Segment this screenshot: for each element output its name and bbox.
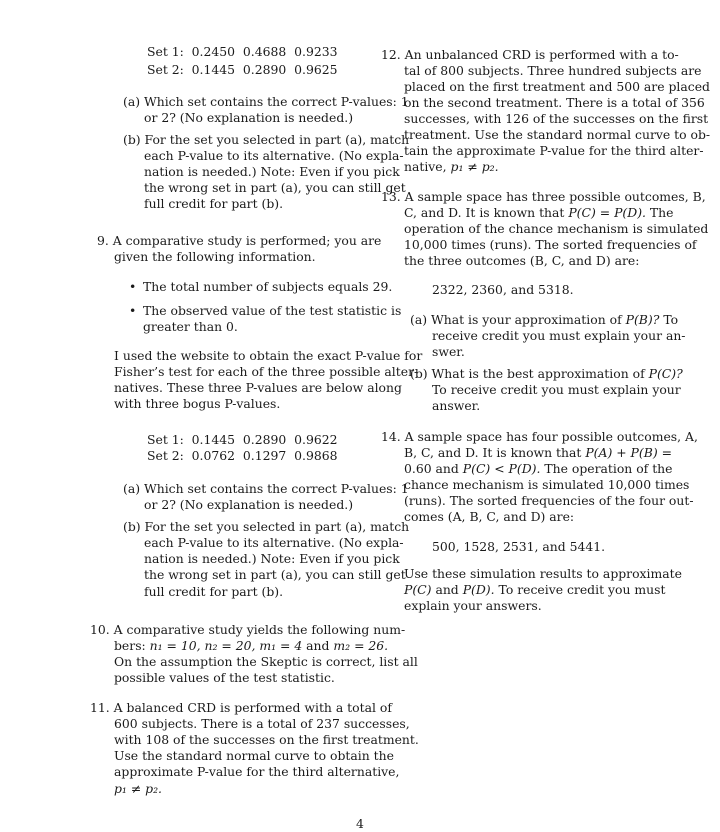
p8-part-a-line2: or 2? (No explanation is needed.) <box>144 110 354 125</box>
p10-line3: On the assumption the Skeptic is correct, list all <box>114 654 418 669</box>
p9-part-b-line1: (b) For the set you selected in part (a), match <box>123 519 410 534</box>
p13-line4: 10,000 times (runs). The sorted frequencies of <box>404 237 697 252</box>
p11-line5: approximate P-value for the third alternative, <box>114 764 400 779</box>
p10-line4: possible values of the test statistic. <box>114 670 335 685</box>
p12-line2: tal of 800 subjects. Three hundred subjects are <box>404 63 702 78</box>
p12-line7: tain the approximate P-value for the third alter- <box>404 143 704 158</box>
p13-line3: operation of the chance mechanism is simulated <box>404 221 709 236</box>
p9-intro-line2: given the following information. <box>114 249 316 264</box>
p14-task-line3: explain your answers. <box>404 598 542 613</box>
p8-part-b-line1: (b) For the set you selected in part (a), match <box>123 132 410 147</box>
p8-set2: Set 2: 0.1445 0.2890 0.9625 <box>147 62 338 77</box>
p14-line3: 0.60 and P(C) < P(D). The operation of the <box>404 461 673 476</box>
p9-para-line4: with three bogus P-values. <box>114 396 281 411</box>
p14-line2: B, C, and D. It is known that P(A) + P(B) = <box>404 445 672 460</box>
p14-task-line2: P(C) and P(D). To receive credit you must <box>404 582 666 597</box>
p13-part-a-line1: (a) What is your approximation of P(B)? To <box>410 312 679 327</box>
p9-part-a-line1: (a) Which set contains the correct P-values: 1 <box>123 481 409 496</box>
p8-part-b-line2: each P-value to its alternative. (No expla- <box>144 148 404 163</box>
p14-task-line1: Use these simulation results to approximate <box>404 566 682 581</box>
p9-bullet-2-cont: greater than 0. <box>143 319 238 334</box>
p8-part-b-line4: the wrong set in part (a), you can still get <box>144 180 406 195</box>
p11-line4: Use the standard normal curve to obtain the <box>114 748 394 763</box>
p12-line6: treatment. Use the standard normal curve to ob- <box>404 127 711 142</box>
p9-part-b-line3: nation is needed.) Note: Even if you pick <box>144 551 400 566</box>
p11-line2: 600 subjects. There is a total of 237 successes, <box>114 716 410 731</box>
bullet-icon: • <box>129 279 137 294</box>
p14-line4: chance mechanism is simulated 10,000 times <box>404 477 690 492</box>
p14-frequencies: 500, 1528, 2531, and 5441. <box>432 539 606 554</box>
p13-line5: the three outcomes (B, C, and D) are: <box>404 253 640 268</box>
p9-part-b-line5: full credit for part (b). <box>144 584 284 599</box>
p13-part-b-line1: (b) What is the best approximation of P(C)? <box>410 366 683 381</box>
p13-part-a-line2: receive credit you must explain your an- <box>432 328 686 343</box>
p9-part-a-line2: or 2? (No explanation is needed.) <box>144 497 354 512</box>
page-number: 4 <box>356 816 364 831</box>
p12-line3: placed on the first treatment and 500 are placed <box>404 79 710 94</box>
p14-line5: (runs). The sorted frequencies of the four out- <box>404 493 694 508</box>
p13-part-b-line3: answer. <box>432 398 481 413</box>
p9-para-line2: Fisher’s test for each of the three possible alter- <box>114 364 419 379</box>
p13-frequencies: 2322, 2360, and 5318. <box>432 282 574 297</box>
p9-bullet-1: • The total number of subjects equals 29. <box>129 279 393 294</box>
p10-line2: bers: n₁ = 10, n₂ = 20, m₁ = 4 and m₂ = 26. <box>114 638 389 653</box>
p12-line1: 12. An unbalanced CRD is performed with a to- <box>381 47 679 62</box>
p9-para-line3: natives. These three P-values are below along <box>114 380 402 395</box>
p8-set1: Set 1: 0.2450 0.4688 0.9233 <box>147 44 338 59</box>
p13-part-a-line3: swer. <box>432 344 465 359</box>
p14-line1: 14. A sample space has four possible outcomes, A, <box>381 429 698 444</box>
p13-line2: C, and D. It is known that P(C) = P(D). The <box>404 205 674 220</box>
p9-set2: Set 2: 0.0762 0.1297 0.9868 <box>147 448 338 463</box>
bullet-icon: • <box>129 303 137 318</box>
p14-line6: comes (A, B, C, and D) are: <box>404 509 575 524</box>
p9-bullet-2: • The observed value of the test statistic is <box>129 303 402 318</box>
p8-part-b-line3: nation is needed.) Note: Even if you pick <box>144 164 400 179</box>
p11-line1: 11. A balanced CRD is performed with a total of <box>90 700 392 715</box>
p9-intro-line1: 9. A comparative study is performed; you are <box>97 233 382 248</box>
p9-set1: Set 1: 0.1445 0.2890 0.9622 <box>147 432 338 447</box>
p9-para-line1: I used the website to obtain the exact P-value for <box>114 348 423 363</box>
p8-part-b-line5: full credit for part (b). <box>144 196 284 211</box>
p9-part-b-line2: each P-value to its alternative. (No expla- <box>144 535 404 550</box>
p11-line3: with 108 of the successes on the first treatment. <box>114 732 419 747</box>
p13-line1: 13. A sample space has three possible outcomes, B, <box>381 189 706 204</box>
p12-line4: on the second treatment. There is a total of 356 <box>404 95 705 110</box>
p11-line6: p₁ ≠ p₂. <box>114 781 162 796</box>
p8-part-a-line1: (a) Which set contains the correct P-values: 1 <box>123 94 409 109</box>
p10-line1: 10. A comparative study yields the following num- <box>90 622 406 637</box>
p12-line5: successes, with 126 of the successes on the first <box>404 111 709 126</box>
p13-part-b-line2: To receive credit you must explain your <box>432 382 681 397</box>
p9-part-b-line4: the wrong set in part (a), you can still get <box>144 567 406 582</box>
p12-line8: native, p₁ ≠ p₂. <box>404 159 499 174</box>
